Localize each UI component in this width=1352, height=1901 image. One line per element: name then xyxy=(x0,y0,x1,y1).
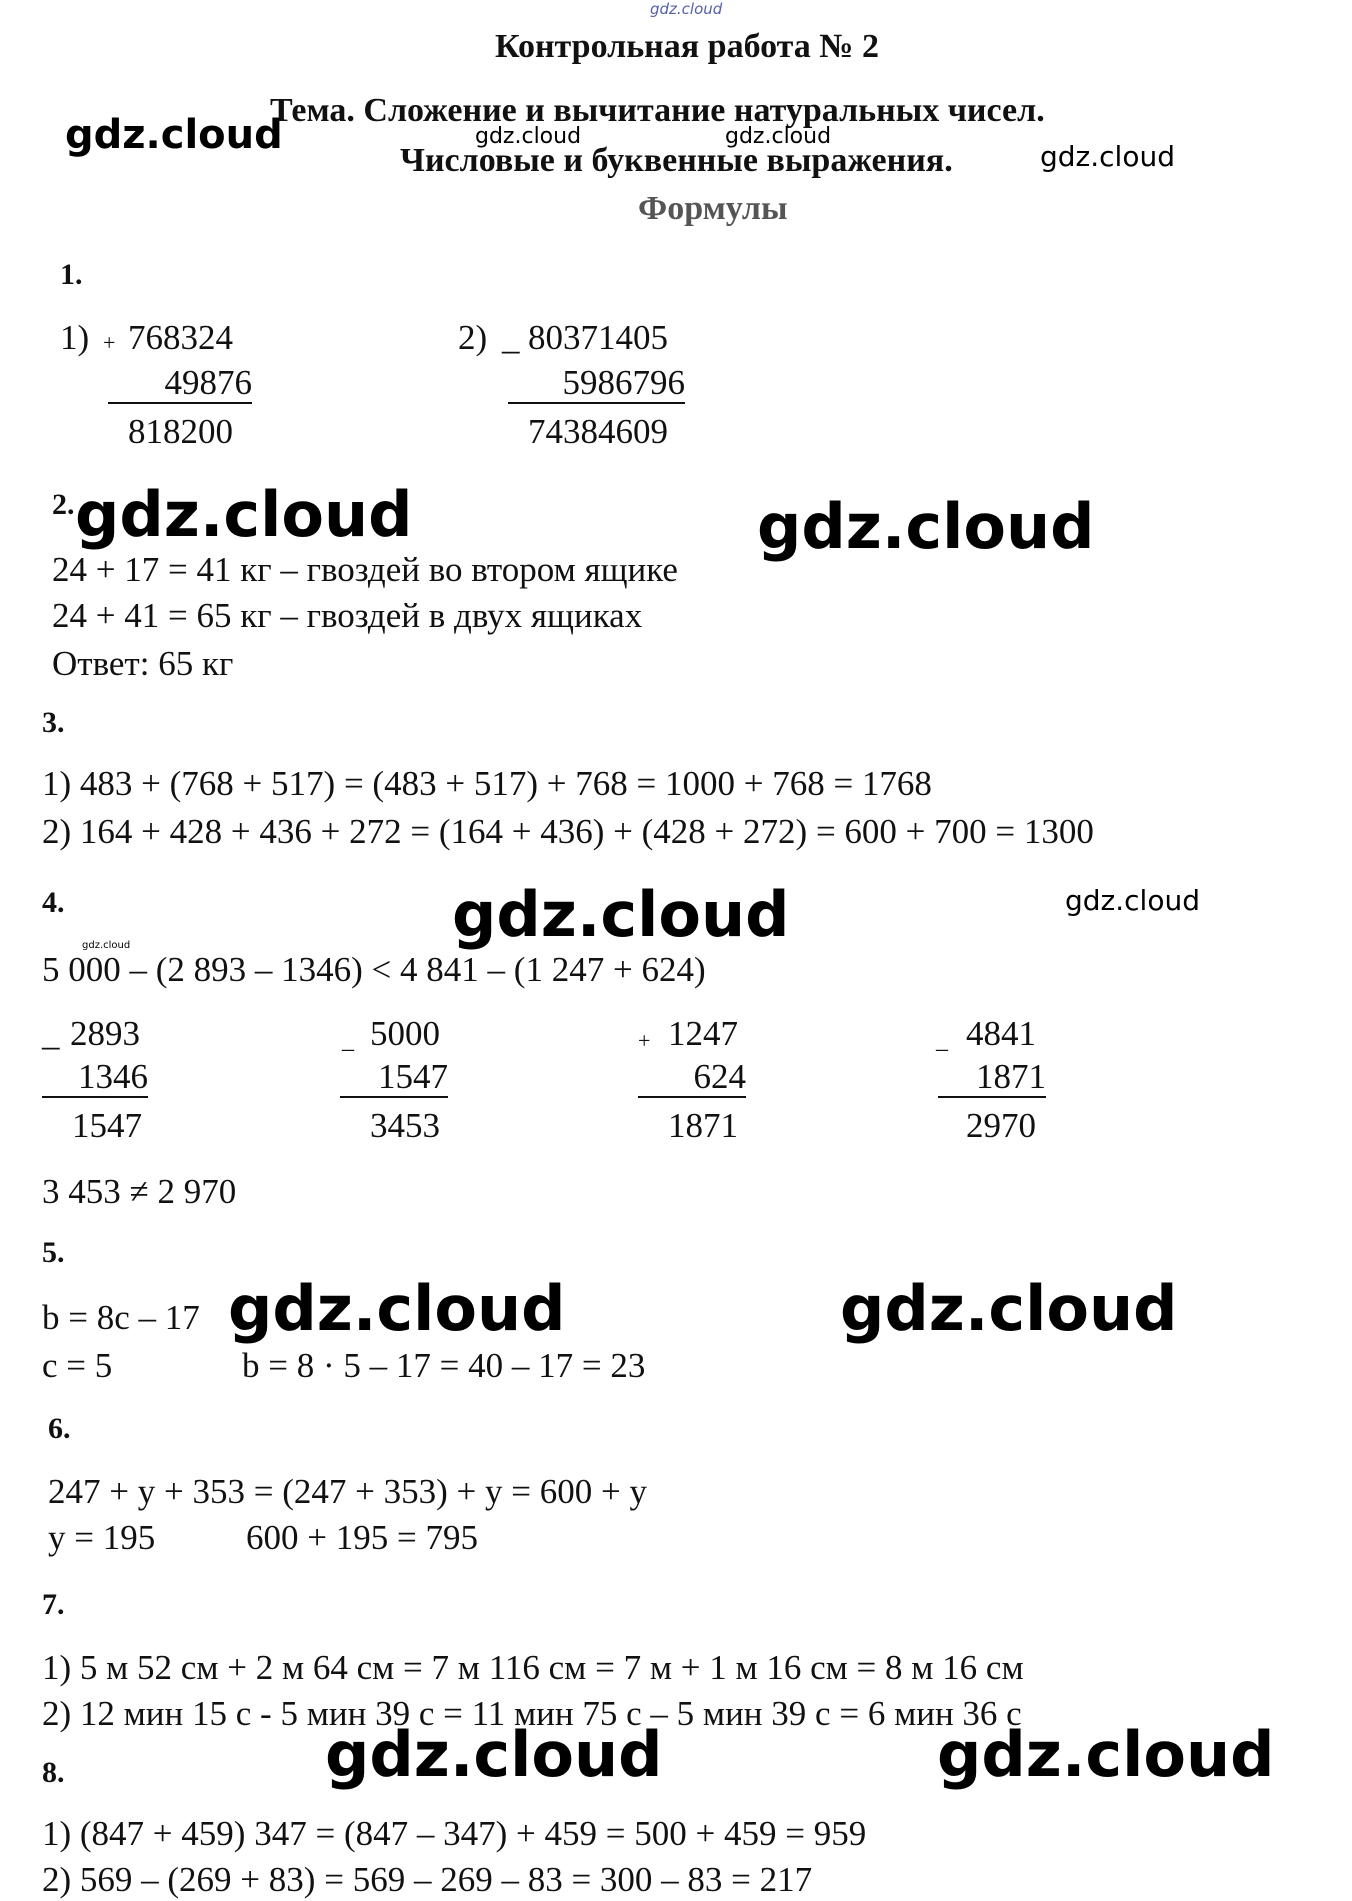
task-number: 6. xyxy=(48,1412,71,1445)
watermark-top: gdz.cloud xyxy=(650,0,723,18)
solution-line: 600 + 195 = 795 xyxy=(246,1518,478,1557)
minus-sign: _ xyxy=(936,1028,948,1054)
column-operand-top: 4841 xyxy=(966,1014,1036,1053)
watermark: gdz.cloud xyxy=(725,124,832,149)
watermark: gdz.cloud xyxy=(937,1718,1275,1791)
column-operand-bottom: 5986796 xyxy=(508,364,685,404)
column-result: 818200 xyxy=(128,412,233,451)
solution-line: 2) 12 мин 15 с - 5 мин 39 с = 11 мин 75 с – 5 мин 39 с = 6 мин 36 с xyxy=(42,1694,1022,1733)
watermark: gdz.cloud xyxy=(75,478,413,551)
minus-sign: _ xyxy=(42,1014,60,1053)
solution-line: 1) 5 м 52 см + 2 м 64 см = 7 м 116 см = 7 м + 1 м 16 см = 8 м 16 см xyxy=(42,1648,1024,1687)
watermark: gdz.cloud xyxy=(475,124,582,149)
solution-line: 1) (847 + 459) 347 = (847 – 347) + 459 = 500 + 459 = 959 xyxy=(42,1814,867,1853)
task-number: 7. xyxy=(42,1588,65,1621)
column-result: 2970 xyxy=(966,1106,1036,1145)
formula-line: b = 8 · 5 – 17 = 40 – 17 = 23 xyxy=(242,1346,646,1385)
watermark: gdz.cloud xyxy=(65,112,283,158)
plus-sign: + xyxy=(103,330,116,355)
task-number: 1. xyxy=(60,258,83,291)
column-result: 74384609 xyxy=(528,412,668,451)
task-number: 3. xyxy=(42,706,65,739)
solution-line: 24 + 41 = 65 кг – гвоздей в двух ящиках xyxy=(52,596,643,635)
solution-line: 2) 569 – (269 + 83) = 569 – 269 – 83 = 300 – 83 = 217 xyxy=(42,1860,813,1899)
formula-line: c = 5 xyxy=(42,1346,113,1385)
solution-line: 24 + 17 = 41 кг – гвоздей во втором ящике xyxy=(52,550,678,589)
solution-line: 2) 164 + 428 + 436 + 272 = (164 + 436) + (428 + 272) = 600 + 700 = 1300 xyxy=(42,812,1094,851)
column-operand-top: 1247 xyxy=(668,1014,738,1053)
topic-line-2: Числовые и буквенные выражения. xyxy=(400,142,953,179)
solution-line: 247 + y + 353 = (247 + 353) + y = 600 + y xyxy=(48,1472,647,1511)
solution-line: y = 195 xyxy=(48,1518,156,1557)
watermark: gdz.cloud xyxy=(82,940,131,951)
answer-line: Ответ: 65 кг xyxy=(52,644,234,683)
minus-sign: _ xyxy=(342,1028,354,1054)
watermark: gdz.cloud xyxy=(1040,140,1175,173)
column-operand-bottom: 1871 xyxy=(938,1058,1046,1098)
column-result: 1547 xyxy=(72,1106,142,1145)
column-operand-bottom: 624 xyxy=(638,1058,746,1098)
column-result: 3453 xyxy=(370,1106,440,1145)
formula-line: b = 8c – 17 xyxy=(42,1298,200,1337)
page-title: Контрольная работа № 2 xyxy=(495,28,879,65)
column-operand-top: 5000 xyxy=(370,1014,440,1053)
watermark: gdz.cloud xyxy=(228,1272,566,1345)
minus-sign: _ xyxy=(502,318,520,357)
column-operand-bottom: 1547 xyxy=(340,1058,448,1098)
task-number: 2. xyxy=(52,488,75,521)
task-number: 4. xyxy=(42,886,65,919)
topic-line-1: Тема. Сложение и вычитание натуральных чисел. xyxy=(270,92,1045,129)
task-number: 5. xyxy=(42,1236,65,1269)
column-operand-bottom: 1346 xyxy=(42,1058,148,1098)
watermark: gdz.cloud xyxy=(757,490,1095,563)
conclusion-line: 3 453 ≠ 2 970 xyxy=(42,1172,237,1211)
watermark: gdz.cloud xyxy=(840,1272,1178,1345)
column-label: 1) xyxy=(60,318,90,357)
plus-sign: + xyxy=(638,1028,651,1053)
column-operand-top: 80371405 xyxy=(528,318,668,357)
topic-line-3: Формулы xyxy=(638,190,788,227)
column-operand-top: 768324 xyxy=(128,318,233,357)
watermark: gdz.cloud xyxy=(325,1718,663,1791)
watermark: gdz.cloud xyxy=(452,878,790,951)
watermark: gdz.cloud xyxy=(1065,884,1200,917)
column-operand-top: 2893 xyxy=(70,1014,140,1053)
solution-line: 1) 483 + (768 + 517) = (483 + 517) + 768 = 1000 + 768 = 1768 xyxy=(42,764,932,803)
column-label: 2) xyxy=(458,318,488,357)
column-result: 1871 xyxy=(668,1106,738,1145)
task-number: 8. xyxy=(42,1756,65,1789)
column-operand-bottom: 49876 xyxy=(108,364,252,404)
comparison-expression: 5 000 – (2 893 – 1346) < 4 841 – (1 247 + 624) xyxy=(42,950,706,989)
